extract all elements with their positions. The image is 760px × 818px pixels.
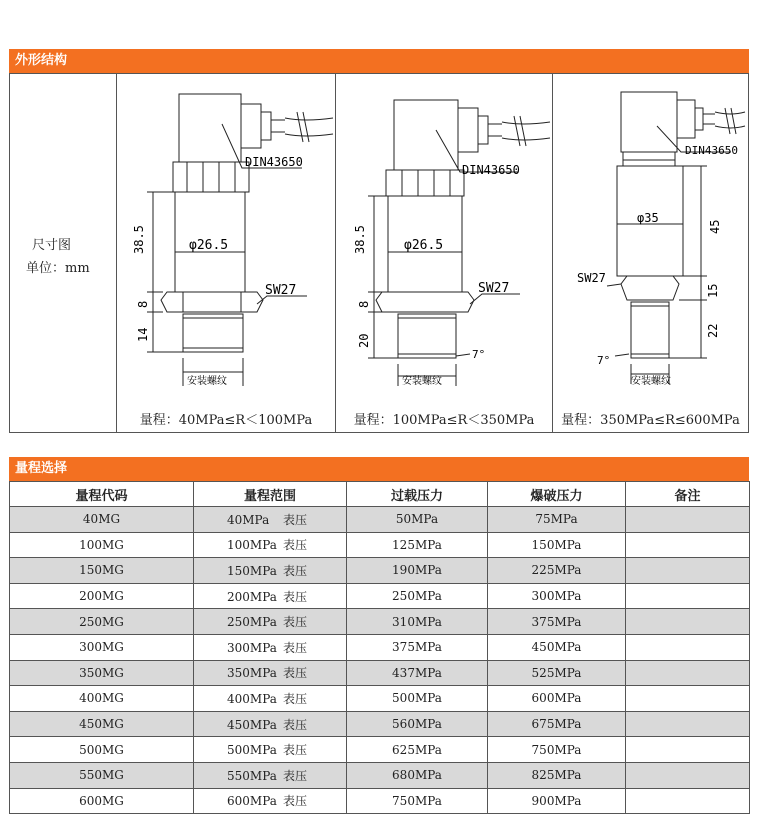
range-type: 表压 (283, 768, 308, 783)
dimension-label-cell (10, 74, 116, 432)
size-drawing-label: 尺寸图 (32, 238, 72, 253)
dim-label-3b: 15 (706, 283, 720, 298)
dim-label-3a: 45 (708, 219, 722, 234)
cell-burst: 375MPa (488, 609, 626, 635)
cell-note (626, 686, 750, 712)
range-type: 表压 (283, 691, 308, 706)
cell-burst: 150MPa (488, 532, 626, 558)
dim-label-1b: 8 (136, 300, 150, 308)
table-row (10, 762, 750, 788)
table-row (10, 634, 750, 660)
dim-label-2c: 20 (357, 333, 371, 348)
cell-note (626, 788, 750, 814)
diagram-cell-2 (335, 74, 552, 432)
range-caption-3: 量程：350MPa≤R≤600MPa (561, 413, 740, 428)
cell-note (626, 558, 750, 584)
cell-code: 600MG (10, 788, 194, 814)
range-value: 200MPa (227, 589, 277, 604)
thread-label-1: 安装螺纹 (187, 376, 227, 387)
table-row (10, 737, 750, 763)
cell-overload: 250MPa (347, 583, 488, 609)
section-title: 量程选择 (15, 461, 68, 476)
range-type: 表压 (283, 512, 308, 527)
unit-label: 单位：mm (26, 261, 90, 276)
range-value: 150MPa (227, 563, 277, 578)
cell-overload: 560MPa (347, 711, 488, 737)
cell-range (194, 686, 347, 712)
dim-label-1a: 38.5 (132, 225, 146, 254)
cell-range (194, 558, 347, 584)
cell-burst: 75MPa (488, 507, 626, 533)
connector-label-1: DIN43650 (245, 155, 303, 169)
cell-note (626, 507, 750, 533)
cell-burst: 825MPa (488, 762, 626, 788)
thread-label-2: 安装螺纹 (402, 376, 442, 387)
range-type: 表压 (283, 538, 308, 553)
range-value: 500MPa (227, 743, 277, 758)
header-burst: 爆破压力 (488, 482, 626, 507)
cell-overload: 500MPa (347, 686, 488, 712)
cell-range (194, 762, 347, 788)
cell-range (194, 532, 347, 558)
range-type: 表压 (283, 615, 308, 630)
cell-note (626, 711, 750, 737)
diameter-label-1: φ26.5 (189, 238, 229, 253)
cell-code: 100MG (10, 532, 194, 558)
cell-burst: 750MPa (488, 737, 626, 763)
cell-range (194, 634, 347, 660)
range-type: 表压 (283, 717, 308, 732)
cell-code: 200MG (10, 583, 194, 609)
cell-burst: 300MPa (488, 583, 626, 609)
table-row (10, 507, 750, 533)
dim-label-1c: 14 (136, 327, 150, 342)
range-type: 表压 (283, 563, 308, 578)
table-header-row (10, 482, 750, 507)
cell-overload: 437MPa (347, 660, 488, 686)
header-overload: 过载压力 (347, 482, 488, 507)
table-row (10, 711, 750, 737)
dim-label-2b: 8 (357, 300, 371, 308)
cell-range (194, 711, 347, 737)
angle-label-3: 7° (597, 354, 611, 367)
cell-code: 40MG (10, 507, 194, 533)
connector-label-2: DIN43650 (462, 163, 520, 177)
cell-note (626, 660, 750, 686)
cell-burst: 600MPa (488, 686, 626, 712)
cell-burst: 525MPa (488, 660, 626, 686)
range-caption-1: 量程：40MPa≤R＜100MPa (139, 413, 313, 428)
cell-note (626, 737, 750, 763)
header-note: 备注 (626, 482, 750, 507)
range-type: 表压 (283, 743, 308, 758)
table-row (10, 532, 750, 558)
range-table (9, 481, 750, 814)
hex-label-1: SW27 (265, 283, 297, 298)
range-type: 表压 (283, 794, 308, 809)
sensor-drawing-2 (336, 74, 553, 404)
section-header-structure (9, 49, 749, 73)
header-range: 量程范围 (194, 482, 347, 507)
diagram-cell-3 (552, 74, 748, 432)
cell-overload: 310MPa (347, 609, 488, 635)
cell-note (626, 583, 750, 609)
cell-range (194, 788, 347, 814)
range-caption-2: 量程：100MPa≤R＜350MPa (353, 413, 535, 428)
cell-overload: 190MPa (347, 558, 488, 584)
range-value: 400MPa (227, 691, 277, 706)
dimension-drawing-panel (9, 73, 749, 433)
range-value: 350MPa (227, 666, 277, 681)
range-value: 40MPa (227, 512, 270, 527)
cell-overload: 750MPa (347, 788, 488, 814)
hex-label-2: SW27 (478, 281, 510, 296)
range-value: 550MPa (227, 768, 277, 783)
connector-label-3: DIN43650 (685, 144, 738, 157)
cell-burst: 900MPa (488, 788, 626, 814)
angle-label-2: 7° (472, 348, 486, 361)
sensor-drawing-3 (553, 74, 749, 404)
cell-range (194, 737, 347, 763)
range-value: 450MPa (227, 717, 277, 732)
cell-code: 300MG (10, 634, 194, 660)
section-title: 外形结构 (15, 53, 68, 68)
table-row (10, 583, 750, 609)
cell-code: 400MG (10, 686, 194, 712)
table-row (10, 558, 750, 584)
table-row (10, 788, 750, 814)
range-value: 250MPa (227, 615, 277, 630)
cell-burst: 450MPa (488, 634, 626, 660)
range-value: 100MPa (227, 538, 277, 553)
cell-note (626, 532, 750, 558)
cell-overload: 375MPa (347, 634, 488, 660)
diameter-label-3: φ35 (637, 211, 659, 225)
table-row (10, 660, 750, 686)
range-type: 表压 (283, 640, 308, 655)
cell-code: 250MG (10, 609, 194, 635)
cell-note (626, 634, 750, 660)
cell-range (194, 507, 347, 533)
cell-code: 550MG (10, 762, 194, 788)
cell-overload: 625MPa (347, 737, 488, 763)
cell-overload: 680MPa (347, 762, 488, 788)
section-header-range (9, 457, 749, 481)
cell-burst: 675MPa (488, 711, 626, 737)
cell-code: 450MG (10, 711, 194, 737)
sensor-drawing-1 (117, 74, 336, 404)
header-code: 量程代码 (10, 482, 194, 507)
thread-label-3: 安装螺纹 (631, 376, 671, 387)
cell-code: 150MG (10, 558, 194, 584)
cell-note (626, 762, 750, 788)
cell-code: 350MG (10, 660, 194, 686)
cell-range (194, 609, 347, 635)
range-value: 300MPa (227, 640, 277, 655)
cell-range (194, 660, 347, 686)
cell-overload: 125MPa (347, 532, 488, 558)
cell-overload: 50MPa (347, 507, 488, 533)
diagram-cell-1 (116, 74, 335, 432)
cell-note (626, 609, 750, 635)
range-value: 600MPa (227, 794, 277, 809)
table-row (10, 609, 750, 635)
cell-range (194, 583, 347, 609)
table-row (10, 686, 750, 712)
range-type: 表压 (283, 666, 308, 681)
cell-code: 500MG (10, 737, 194, 763)
hex-label-3: SW27 (577, 271, 606, 285)
range-type: 表压 (283, 589, 308, 604)
diameter-label-2: φ26.5 (404, 238, 444, 253)
cell-burst: 225MPa (488, 558, 626, 584)
dim-label-2a: 38.5 (353, 225, 367, 254)
dim-label-3c: 22 (706, 323, 720, 338)
